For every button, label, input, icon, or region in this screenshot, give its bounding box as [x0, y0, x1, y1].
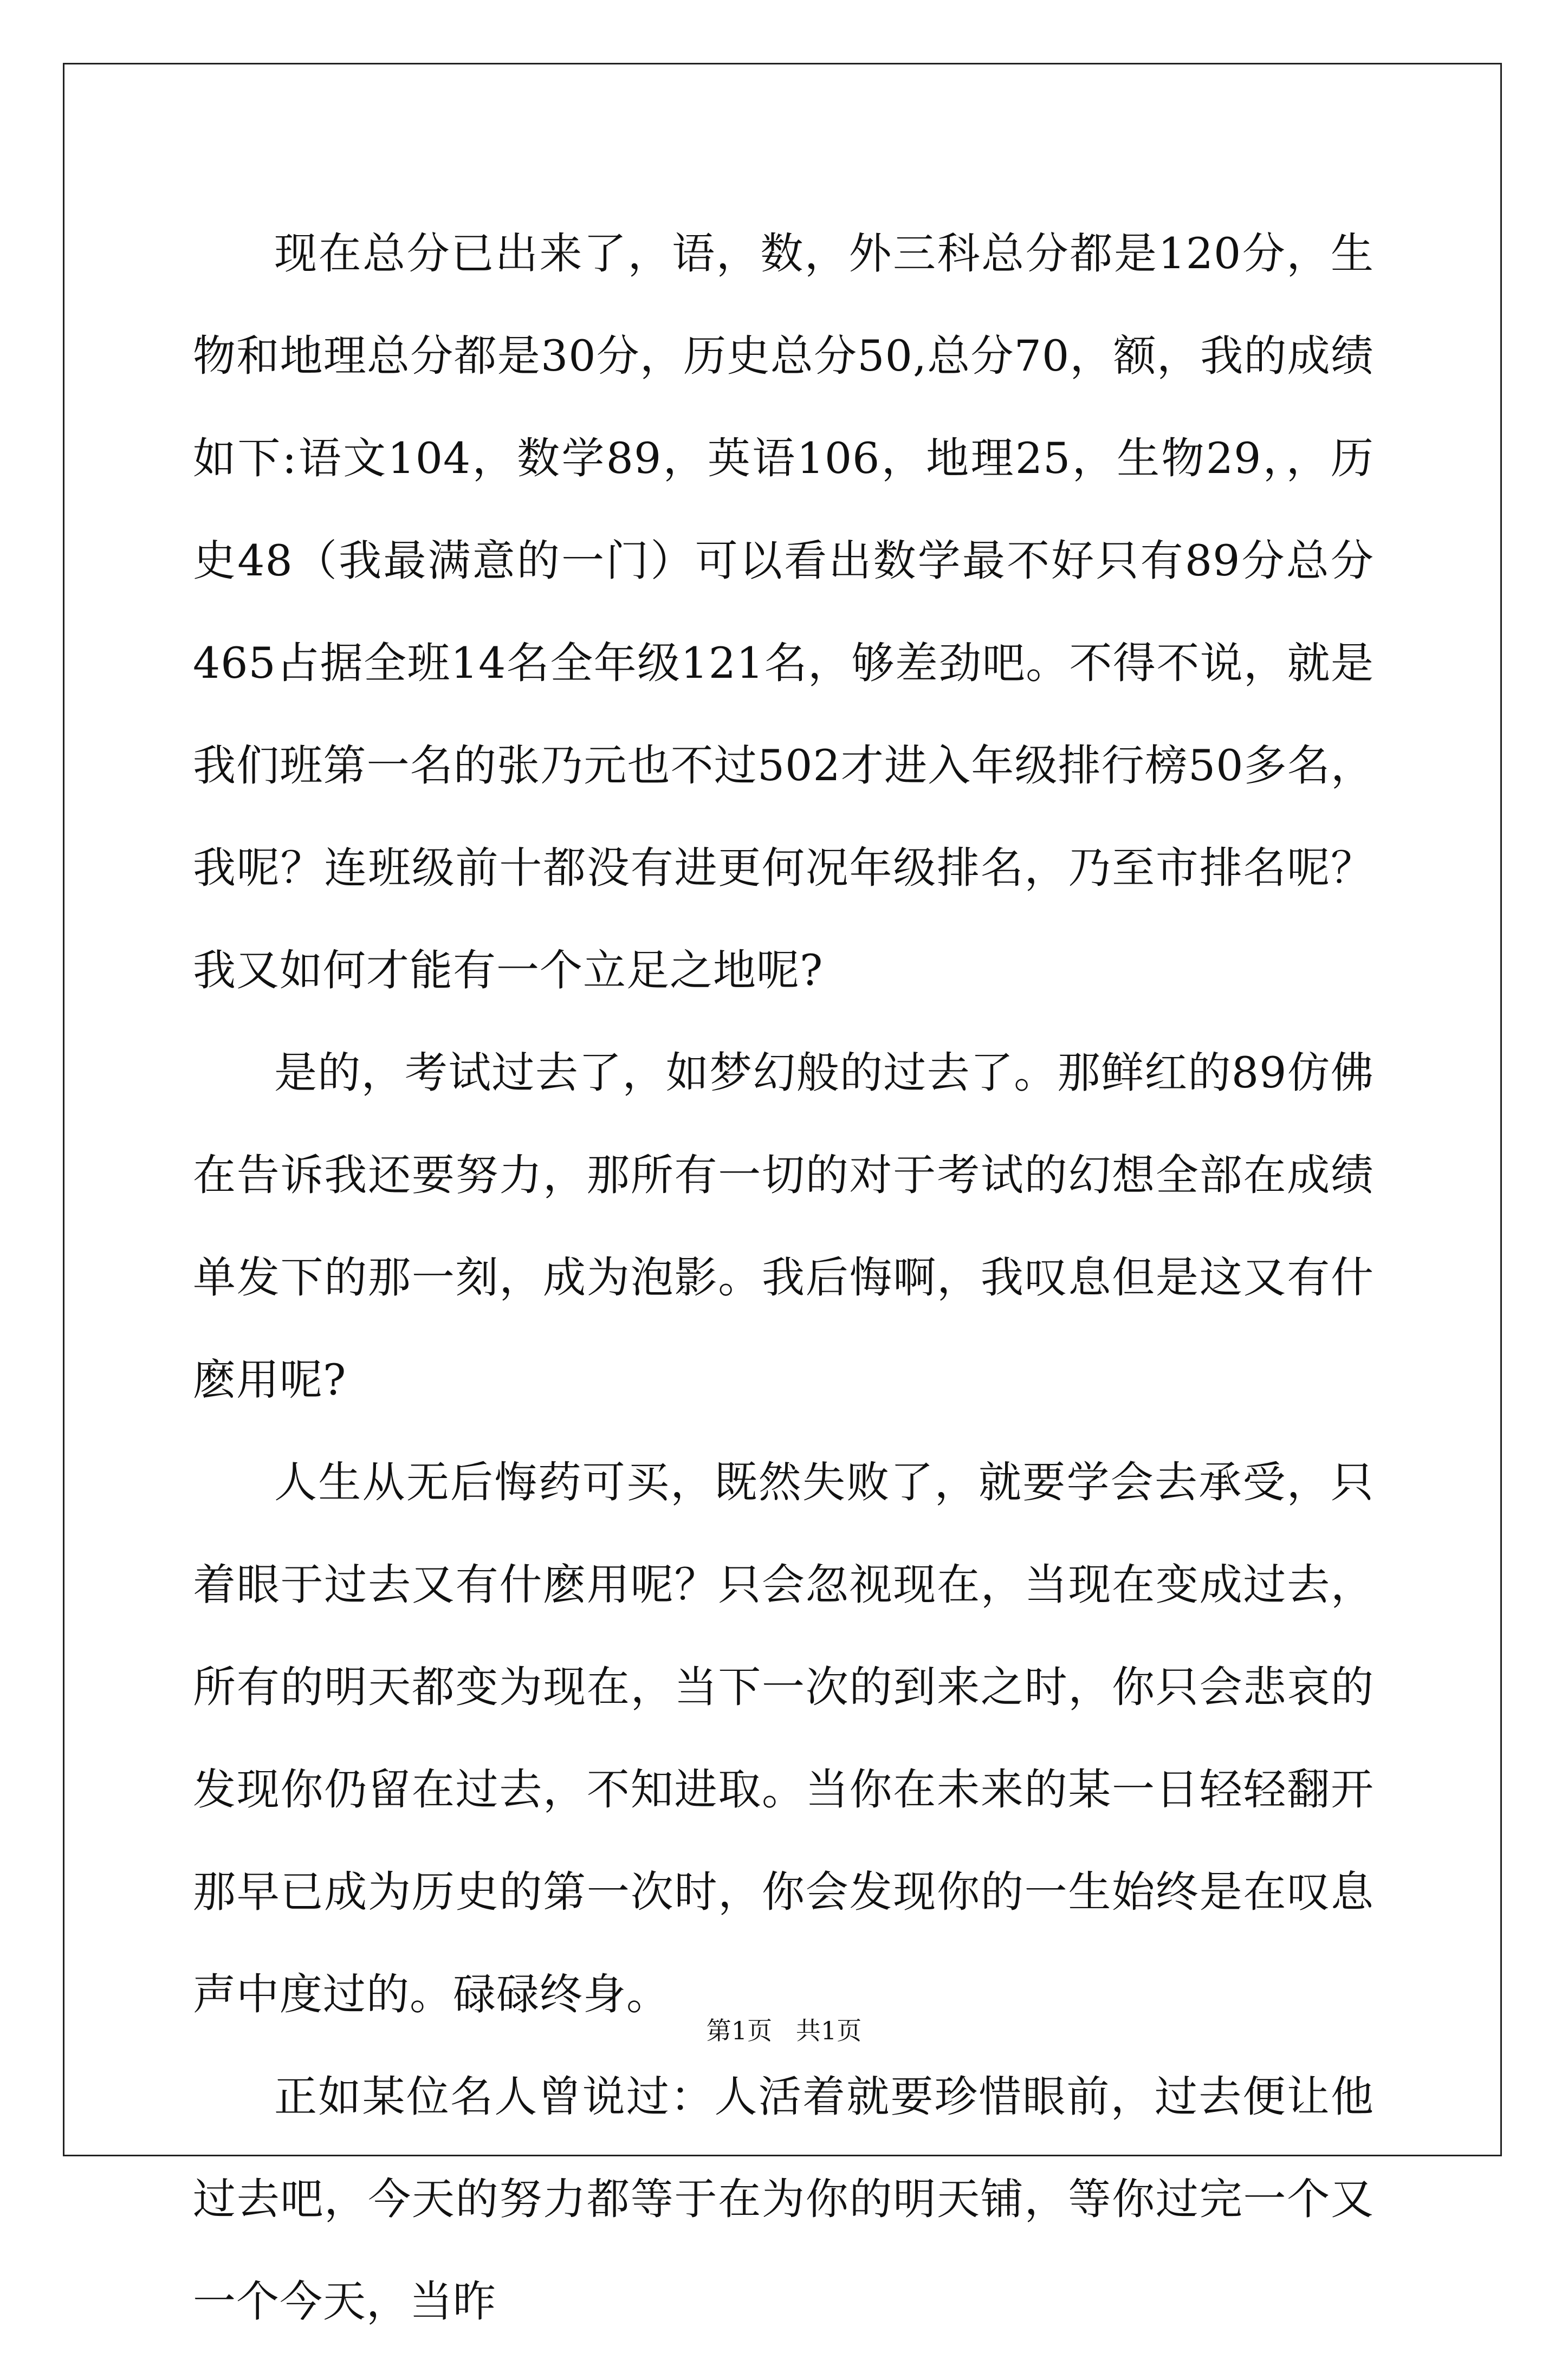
paragraph-4: 正如某位名人曾说过：人活着就要珍惜眼前，过去便让他过去吧，今天的努力都等于在为你的明天铺，等你过完一个又一个今天，当昨 — [193, 2072, 1374, 2326]
paragraph-3: 人生从无后悔药可买，既然失败了，就要学会去承受，只着眼于过去又有什麽用呢？只会忽视现在，当现在变成过去，所有的明天都变为现在，当下一次的到来之时，你只会悲哀的发现你仍留在过去，不知进取。当你在未来的某一日轻轻翻开那早已成为历史的第一次时，你会发现你的一生始终是在叹息声中度过的。碌碌终身。 — [193, 1457, 1374, 2019]
paragraph-2: 是的，考试过去了，如梦幻般的过去了。那鲜红的89仿佛在告诉我还要努力，那所有一切的对于考试的幻想全部在成绩单发下的那一刻，成为泡影。我后悔啊，我叹息但是这又有什麽用呢? — [193, 1048, 1374, 1405]
page-number: 第1页 共1页 — [706, 2016, 862, 2045]
paragraph-1: 现在总分已出来了，语，数，外三科总分都是120分，生物和地理总分都是30分，历史总分50,总分70，额，我的成绩如下:语文104，数学89，英语106，地理25，生物29，，历史48（我最满意的一门）可以看出数学最不好只有89分总分465占据全班14名全年级121名，够差劲吧。不得不说，就是我们班第一名的张乃元也不过502才进入年级排行榜50多名，我呢？连班级前十都没有进更何况年级排名，乃至市排名呢？我又如何才能有一个立足之地呢? — [193, 229, 1374, 995]
